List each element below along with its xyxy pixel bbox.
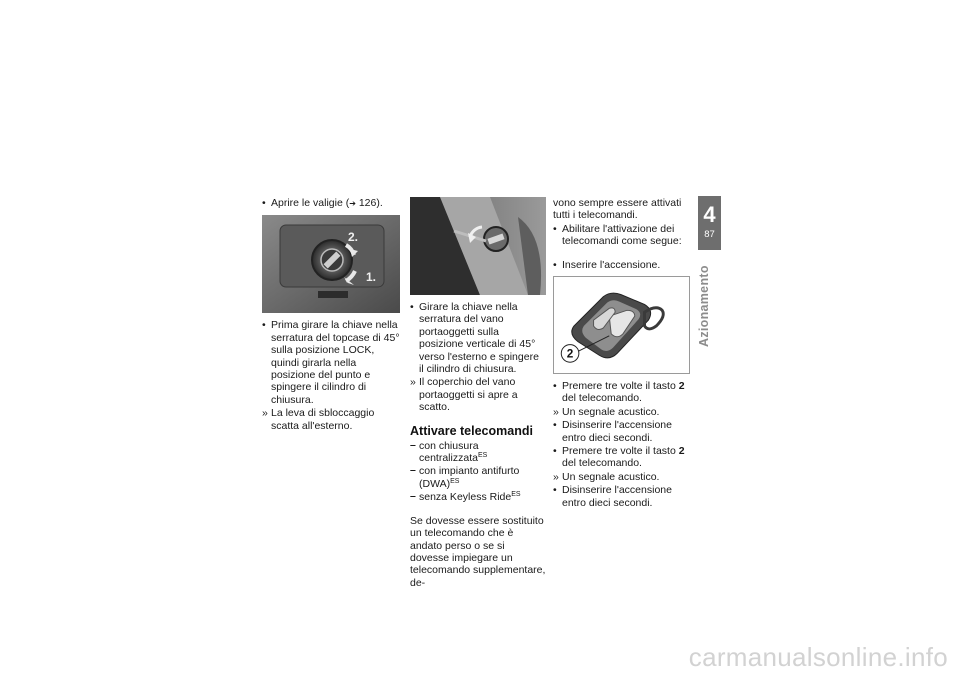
photo-label-2: 2.: [348, 230, 359, 245]
bullet-ignition-off-2: • Disinserire l'accensione entro dieci secondi.: [553, 484, 672, 509]
topcase-lock-photo: [262, 215, 400, 313]
storage-compartment-lock-photo: [410, 197, 546, 295]
bullet-press-button-2: • Premere tre volte il tasto 2 del telecomando.: [553, 445, 685, 470]
column-1: [262, 197, 402, 433]
section-heading: Attivare telecomandi: [410, 423, 533, 438]
es-badge: ES: [477, 452, 488, 460]
column-3: [553, 197, 690, 510]
paragraph-replacement-remote: Se dovesse essere sostituito un telecomando che è andato perso o se si dovesse impiegare un telecomando supplementare, de-: [410, 514, 546, 589]
bullet-ignition-on: • Inserire l'accensione.: [553, 258, 661, 271]
cross-reference-arrow-icon: ➔: [349, 199, 356, 208]
es-badge: ES: [511, 491, 521, 499]
option-no-keyless-ride: – senza Keyless Ride$^{ES}$: [410, 490, 521, 504]
page-reference-link[interactable]: 126).: [358, 197, 383, 209]
bullet-ignition-off-1: • Disinserire l'accensione entro dieci secondi.: [553, 419, 672, 444]
chapter-label: Azionamento: [697, 265, 711, 347]
result-lid-opens: » Il coperchio del vano portaoggetti si apre a scatto.: [410, 376, 518, 414]
bullet-press-button-1: • Premere tre volte il tasto 2 del telecomando.: [553, 380, 685, 405]
bullet-turn-key-topcase: • Prima girare la chiave nella serratura del topcase di 45° sulla posizione LOCK, quindi girarla nella posizione del punto e spingere il cilindro di chiusura.: [262, 319, 400, 406]
bullet-open-cases: • Aprire le valigie (➔ 126).: [262, 197, 383, 209]
remote-key-figure: [553, 276, 690, 374]
es-badge: ES: [450, 477, 460, 485]
chapter-number: 4: [703, 202, 716, 227]
figure-callout-2: 2: [566, 347, 574, 361]
photo-label-1: 1.: [366, 270, 377, 285]
watermark: carmanualsonline.info: [688, 642, 948, 672]
result-release-lever: » La leva di sbloccaggio scatta all'esterno.: [262, 407, 375, 432]
column-2: [410, 197, 546, 590]
result-acoustic-signal-2: » Un segnale acustico.: [553, 470, 660, 483]
page-number: 87: [704, 229, 715, 240]
bullet-enable-activation: • Abilitare l'attivazione dei telecomandi come segue:: [553, 222, 682, 248]
result-acoustic-signal-1: » Un segnale acustico.: [553, 405, 660, 418]
chapter-tab: [698, 196, 721, 250]
bullet-turn-key-compartment: • Girare la chiave nella serratura del vano portaoggetti sulla posizione verticale di 45° verso l'esterno e spingere il cilindro di chiusura.: [410, 301, 539, 376]
option-central-locking: – con chiusura centralizzata$^{ES}$: [410, 438, 488, 465]
option-alarm-system: – con impianto antifurto (DWA)$^{ES}$: [410, 464, 520, 490]
paragraph-continued: vono sempre essere attivati tutti i telecomandi.: [553, 197, 682, 222]
